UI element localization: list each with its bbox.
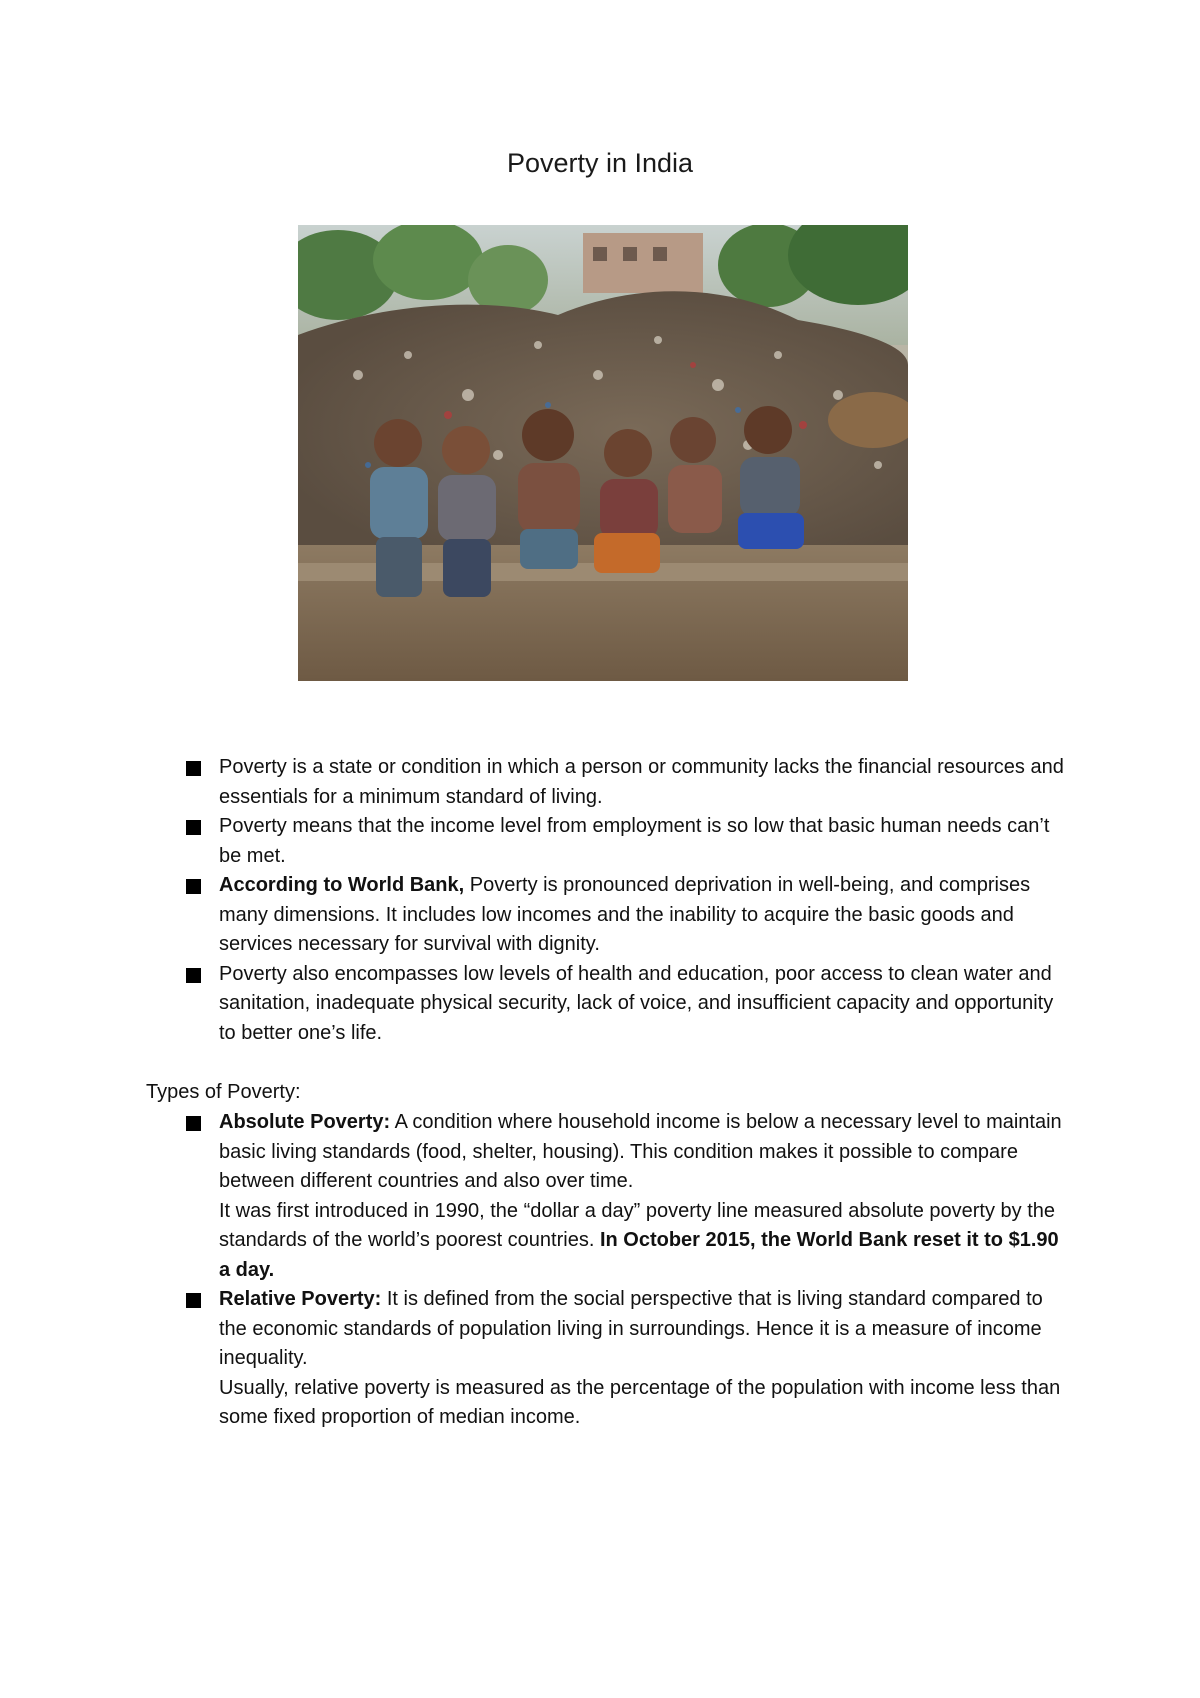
type-extra: Usually, relative poverty is measured as the percentage of the population with income less than some fixed proportion of median income.	[219, 1376, 1061, 1428]
square-bullet-icon	[186, 879, 201, 894]
photo-children-garbage-dump	[298, 225, 908, 681]
list-item-absolute-poverty	[186, 1108, 1066, 1285]
square-bullet-icon	[186, 820, 201, 835]
type-text: It is defined from the social perspective that is living standard compared to the economic standards of population living in surroundings. Hence it is a measure of income inequality.	[219, 1288, 1043, 1369]
list-item	[186, 812, 1066, 871]
list-item	[186, 753, 1066, 812]
type-extra: It was first introduced in 1990, the “dollar a day” poverty line measured absolute poverty by the standards of the world’s poorest countries.	[219, 1199, 1056, 1251]
bullet-text: Poverty means that the income level from employment is so low that basic human needs can’t be met.	[219, 815, 1050, 867]
photo-illustration	[298, 225, 908, 681]
type-extra-bold: In October 2015, the World Bank reset it to $1.90 a day.	[219, 1229, 1059, 1281]
square-bullet-icon	[186, 1116, 201, 1131]
types-heading: Types of Poverty:	[146, 1081, 301, 1103]
list-item-relative-poverty	[186, 1285, 1066, 1433]
square-bullet-icon	[186, 968, 201, 983]
page-title: Poverty in India	[506, 148, 694, 178]
square-bullet-icon	[186, 1293, 201, 1308]
bullet-text: Poverty is pronounced deprivation in well-being, and comprises many dimensions. It includes low incomes and the inability to acquire the basic goods and services necessary for survival with dignity.	[219, 874, 1031, 955]
bold-lead: According to World Bank,	[219, 874, 465, 896]
bullet-text: Poverty is a state or condition in which a person or community lacks the financial resources and essentials for a minimum standard of living.	[219, 756, 1064, 808]
type-name: Absolute Poverty:	[219, 1111, 391, 1133]
types-list	[186, 1108, 1066, 1433]
bullet-text: Poverty also encompasses low levels of health and education, poor access to clean water and sanitation, inadequate physical security, lack of voice, and insufficient capacity and opportunity to better one’s life.	[219, 962, 1054, 1044]
type-name: Relative Poverty:	[219, 1288, 382, 1310]
list-item	[186, 871, 1066, 960]
list-item	[186, 960, 1066, 1049]
type-text: A condition where household income is below a necessary level to maintain basic living standards (food, shelter, housing). This condition makes it possible to compare between different countries and also over time.	[219, 1111, 1062, 1192]
definition-list	[186, 753, 1066, 1048]
square-bullet-icon	[186, 761, 201, 776]
